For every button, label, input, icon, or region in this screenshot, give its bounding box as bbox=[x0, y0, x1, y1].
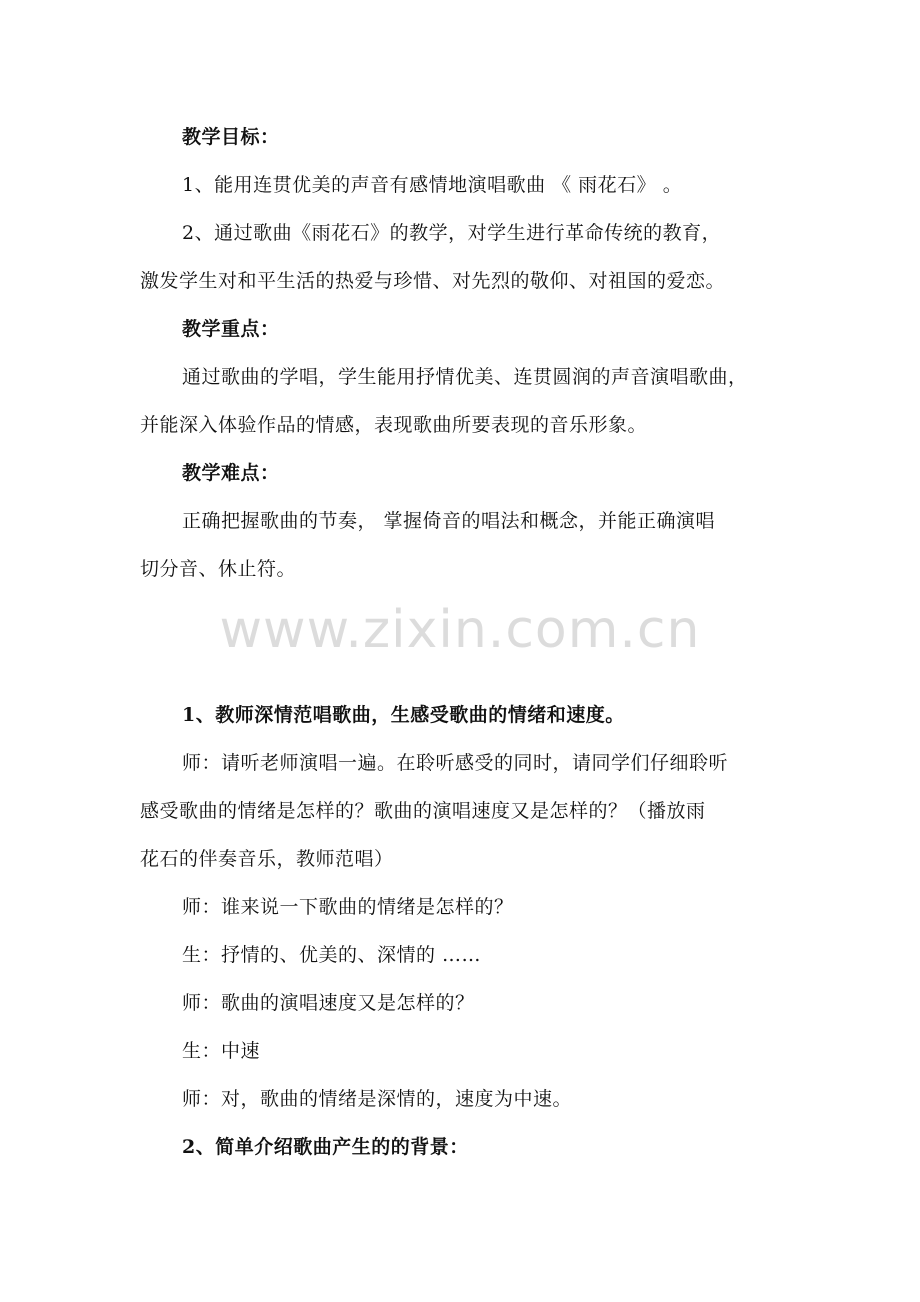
watermark: www.zixin.com.cn bbox=[219, 600, 701, 660]
key-points-line-2: 并能深入体验作品的情感，表现歌曲所要表现的音乐形象。 bbox=[140, 414, 648, 436]
goal-item-1: 1、能用连贯优美的声音有感情地演唱歌曲 《 雨花石》 。 bbox=[182, 174, 683, 196]
dialogue-line-4: 生：中速 bbox=[182, 1040, 261, 1062]
dialogue-line-5: 师：对，歌曲的情绪是深情的，速度为中速。 bbox=[182, 1088, 573, 1110]
goal-item-2-line-2: 激发学生对和平生活的热爱与珍惜、对先烈的敬仰、对祖国的爱恋。 bbox=[140, 270, 726, 292]
goal-item-2-line-1: 2、通过歌曲《雨花石》的教学，对学生进行革命传统的教育， bbox=[182, 222, 722, 244]
difficulties-line-1: 正确把握歌曲的节奏， 掌握倚音的唱法和概念，并能正确演唱 bbox=[182, 510, 716, 532]
dialogue-line-1: 师：谁来说一下歌曲的情绪是怎样的？ bbox=[182, 896, 514, 918]
section-2-heading: 2、简单介绍歌曲产生的的背景： bbox=[182, 1136, 469, 1158]
difficulties-line-2: 切分音、休止符。 bbox=[140, 558, 297, 580]
heading-difficulties: 教学难点： bbox=[182, 462, 280, 484]
section-1-para-line-2: 感受歌曲的情绪是怎样的？歌曲的演唱速度又是怎样的？（播放雨 bbox=[140, 800, 706, 822]
dialogue-line-2: 生：抒情的、优美的、深情的 …… bbox=[182, 944, 482, 966]
dialogue-line-3: 师：歌曲的演唱速度又是怎样的？ bbox=[182, 992, 475, 1014]
heading-teaching-goals: 教学目标： bbox=[182, 126, 280, 148]
section-1-para-line-3: 花石的伴奏音乐，教师范唱） bbox=[140, 848, 394, 870]
section-1-heading: 1、教师深情范唱歌曲，生感受歌曲的情绪和速度。 bbox=[182, 704, 625, 726]
heading-key-points: 教学重点： bbox=[182, 318, 280, 340]
section-1-para-line-1: 师：请听老师演唱一遍。在聆听感受的同时，请同学们仔细聆听 bbox=[182, 752, 729, 774]
key-points-line-1: 通过歌曲的学唱，学生能用抒情优美、连贯圆润的声音演唱歌曲， bbox=[182, 366, 748, 388]
